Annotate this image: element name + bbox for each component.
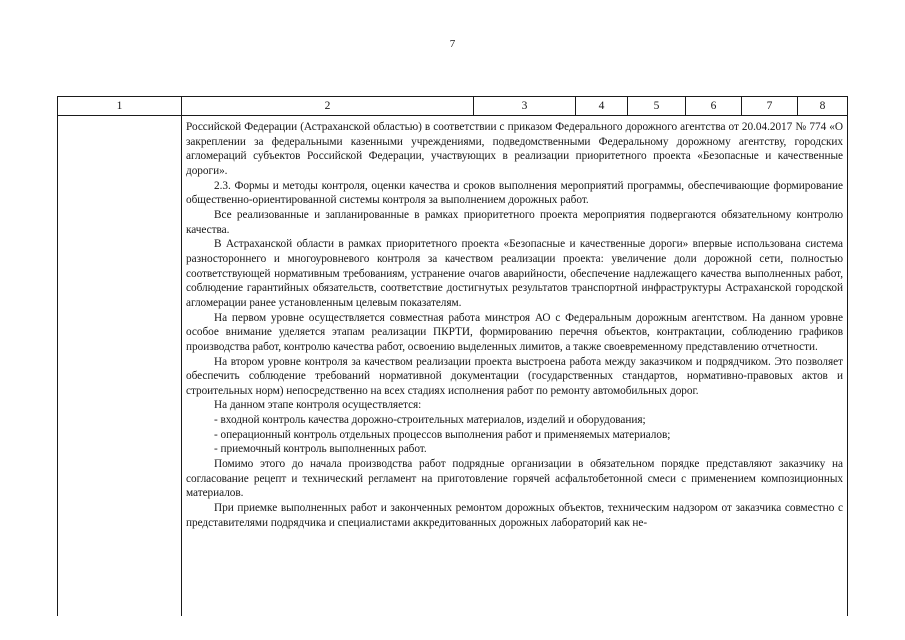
- table-body-row: [58, 116, 848, 617]
- column-header-3: 3: [474, 97, 576, 116]
- column-header-8: 8: [798, 97, 848, 116]
- paragraph: В Астраханской области в рамках приоритетного проекта «Безопасные и качественные дороги» впервые использована система разностороннего и многоуровневого контроля за качеством реализации проекта: увеличение доли дорожной сети, полностью соответствующей нормативным требованиям, устранение очагов аварийности, обеспечение надлежащего качества выполненных работ, соблюдение гарантийных обязательств, соответствие достигнутых результатов транспортной инфраструктуры Астраханской городской агломерации ранее установленным целевым показателям.: [186, 238, 843, 309]
- paragraph: Помимо этого до начала производства работ подрядные организации в обязательном порядке представляют заказчику на согласование рецепт и технический регламент на приготовление горячей асфальтобетонной смеси с применением композиционных материалов.: [186, 458, 843, 500]
- table-header-row: [58, 97, 848, 116]
- column-header-6: 6: [686, 97, 742, 116]
- document-table: [57, 96, 848, 616]
- column-header-1: 1: [58, 97, 182, 116]
- column-header-7: 7: [742, 97, 798, 116]
- merged-content-cell: [182, 116, 848, 617]
- paragraph: Российской Федерации (Астраханской областью) в соответствии с приказом Федерального дорожного агентства от 20.04.2017 № 774 «О закреплении за федеральными казенными учреждениями, подведомственными Федеральному дорожному агентству, городских агломераций субъектов Российской Федерации, участвующих в реализации приоритетного проекта «Безопасные и качественные дороги».: [186, 121, 843, 177]
- list-item: - операционный контроль отдельных процессов выполнения работ и применяемых материалов;: [214, 428, 671, 441]
- document-text: [182, 116, 847, 530]
- paragraph: Все реализованные и запланированные в рамках приоритетного проекта мероприятия подвергаются обязательному контролю качества.: [186, 208, 843, 236]
- paragraph: На втором уровне контроля за качеством реализации проекта выстроена работа между заказчиком и подрядчиком. Это позволяет обеспечить соблюдение требований нормативной документации (государственных стандартов, нормативно-правовых актов и строительных норм) непосредственно на всех стадиях исполнения работ по ремонту автомобильных дорог.: [186, 355, 843, 397]
- paragraph: На первом уровне осуществляется совместная работа минстроя АО с Федеральным дорожным агентством. На данном уровне особое внимание уделяется этапам реализации ПКРТИ, формированию перечня объектов, контрактации, соблюдению графиков производства работ, контролю качества работ, освоению выделенных лимитов, а также своевременному представлению отчетности.: [186, 311, 843, 353]
- empty-first-column-cell: [58, 116, 182, 617]
- column-header-5: 5: [628, 97, 686, 116]
- list-item: - приемочный контроль выполненных работ.: [214, 443, 427, 456]
- list-item: - входной контроль качества дорожно-строительных материалов, изделий и оборудования;: [214, 414, 646, 427]
- column-header-2: 2: [182, 97, 474, 116]
- page-number: 7: [449, 38, 456, 50]
- column-header-4: 4: [576, 97, 628, 116]
- paragraph: 2.3. Формы и методы контроля, оценки качества и сроков выполнения мероприятий программы, обеспечивающие формирование общественно-ориентированной системы контроля за выполнением дорожных работ.: [186, 179, 843, 207]
- paragraph: При приемке выполненных работ и законченных ремонтом дорожных объектов, техническим надзором от заказчика совместно с представителями подрядчика и специалистами аккредитованных дорожных лабораторий как не-: [186, 502, 843, 529]
- paragraph: На данном этапе контроля осуществляется:: [214, 399, 422, 412]
